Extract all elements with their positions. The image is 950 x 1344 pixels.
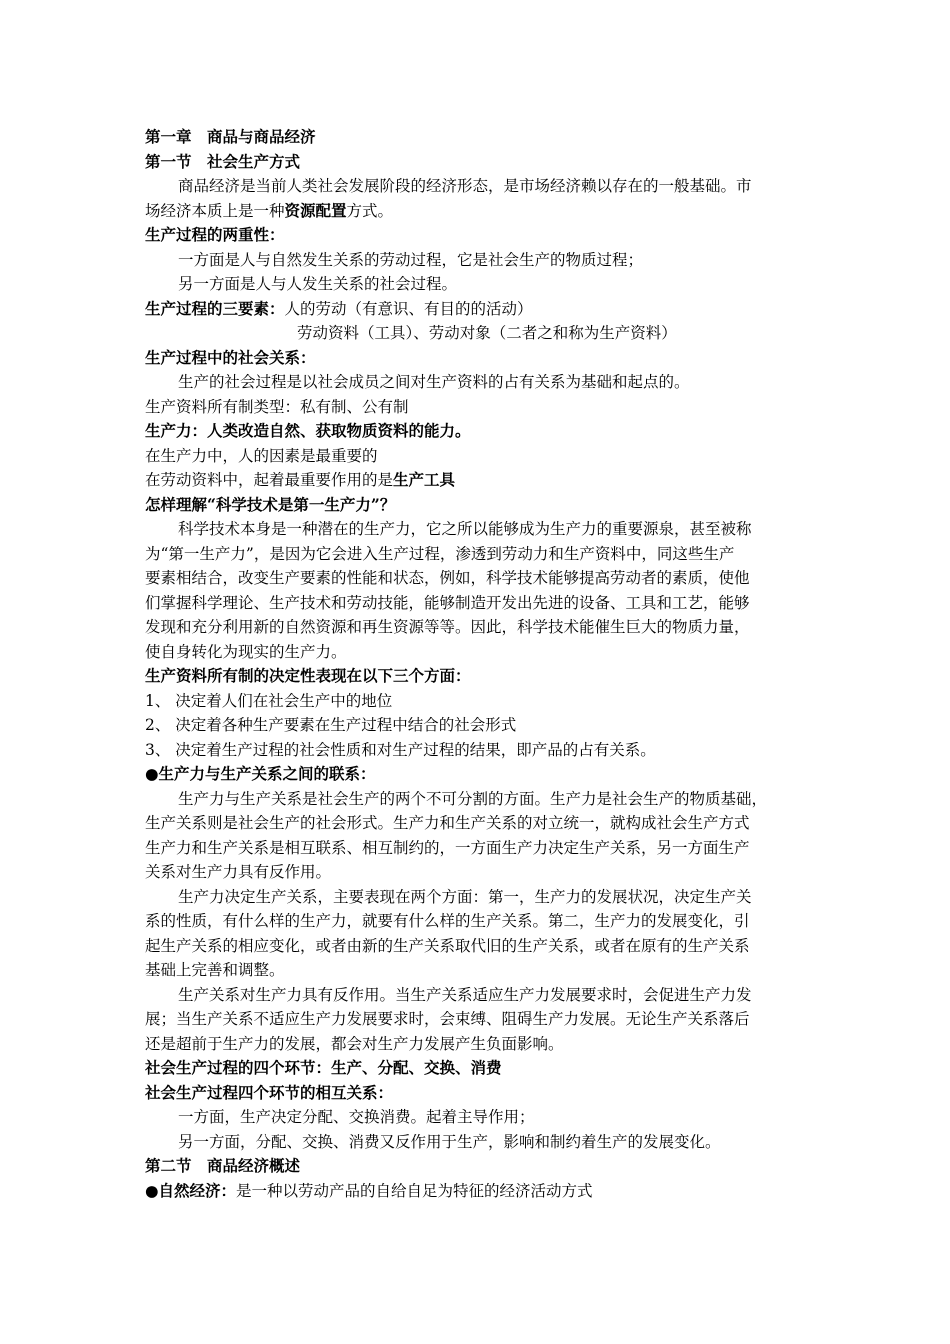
ownership-item: 1、 决定着人们在社会生产中的地位 xyxy=(145,691,393,710)
intro-end: 方式。 xyxy=(346,201,394,220)
section-heading-2: 第二节 商品经济概述 xyxy=(145,1156,301,1175)
intro-line-2 xyxy=(145,199,815,224)
intro-text: 场经济本质上是一种 xyxy=(145,201,285,220)
duality-heading: 生产过程的两重性： xyxy=(145,225,285,244)
science-paragraph xyxy=(145,517,815,664)
four-relation-heading: 社会生产过程四个环节的相互关系： xyxy=(145,1082,394,1102)
natural-economy-line xyxy=(145,1179,815,1204)
chapter-heading: 第一章 商品与商品经济 xyxy=(145,127,316,146)
natural-economy-label: ●自然经济： xyxy=(145,1180,237,1200)
link-p1-line: 生产力和生产关系是相互联系、相互制约的，一方面生产力决定生产关系，另一方面生产 xyxy=(145,838,750,857)
three-elements-2: 劳动资料（工具）、劳动对象（二者之和称为生产资料） xyxy=(297,324,677,342)
productivity-text: 在劳动资料中，起着最重要作用的是 xyxy=(145,471,394,489)
three-elements-heading: 生产过程的三要素： xyxy=(145,298,285,318)
three-elements-1: 人的劳动（有意识、有目的的活动） xyxy=(284,299,533,318)
science-line: 们掌握科学理论、生产技术和劳动技能，能够制造开发出先进的设备、工具和工艺，能够 xyxy=(145,593,750,612)
intro-line-1: 商品经济是当前人类社会发展阶段的经济形态，是市场经济赖以存在的一般基础。市 xyxy=(178,177,752,195)
ownership-item: 3、 决定着生产过程的社会性质和对生产过程的结果，即产品的占有关系。 xyxy=(145,740,656,759)
section-heading-1: 第一节 社会生产方式 xyxy=(145,151,301,171)
link-paragraph-1 xyxy=(145,787,815,885)
four-relation-line-2: 另一方面，分配、交换、消费又反作用于生产，影响和制约着生产的发展变化。 xyxy=(178,1132,721,1151)
three-elements-line xyxy=(145,297,815,322)
intro-keyword: 资源配置 xyxy=(284,200,347,220)
link-paragraph-3 xyxy=(145,983,815,1057)
four-links-heading: 社会生产过程的四个环节：生产、分配、交换、消费 xyxy=(145,1058,502,1077)
science-line: 使自身转化为现实的生产力。 xyxy=(145,642,347,661)
ownership-item: 2、 决定着各种生产要素在生产过程中结合的社会形式 xyxy=(145,716,517,734)
productivity-line-1: 在生产力中，人的因素是最重要的 xyxy=(145,446,378,465)
link-p1-line: 生产关系则是社会生产的社会形式。生产力和生产关系的对立统一，就构成社会生产方式 xyxy=(145,814,750,832)
link-p2-line: 起生产关系的相应变化，或者由新的生产关系取代旧的生产关系，或者在原有的生产关系 xyxy=(145,936,750,955)
natural-economy-text: 是一种以劳动产品的自给自足为特征的经济活动方式 xyxy=(236,1181,593,1200)
link-p3-line: 展；当生产关系不适应生产力发展要求时，会束缚、阻碍生产力发展。无论生产关系落后 xyxy=(145,1010,750,1028)
link-p1-line: 关系对生产力具有反作用。 xyxy=(145,863,332,881)
productivity-line-2 xyxy=(145,468,815,493)
duality-line-1: 一方面是人与自然发生关系的劳动过程，它是社会生产的物质过程； xyxy=(178,250,644,269)
social-relation-line: 生产的社会过程是以社会成员之间对生产资料的占有关系为基础和起点的。 xyxy=(178,373,690,391)
link-p2-line: 基础上完善和调整。 xyxy=(145,961,285,979)
social-relation-heading: 生产过程中的社会关系： xyxy=(145,347,316,367)
link-paragraph-2 xyxy=(145,885,815,983)
science-line: 发现和充分利用新的自然资源和再生资源等等。因此，科学技术能催生巨大的物质力量， xyxy=(145,618,750,636)
ownership-types: 生产资料所有制类型：私有制、公有制 xyxy=(145,397,409,416)
link-p2-line: 生产力决定生产关系，主要表现在两个方面：第一，生产力的发展状况，决定生产关 xyxy=(178,887,752,906)
four-relation-line-1: 一方面，生产决定分配、交换消费。起着主导作用； xyxy=(178,1108,535,1126)
link-heading: ●生产力与生产关系之间的联系： xyxy=(145,764,376,783)
document-body xyxy=(145,125,815,1203)
productivity-heading: 生产力：人类改造自然、获取物质资料的能力。 xyxy=(145,421,471,440)
science-line: 为“第一生产力”，是因为它会进入生产过程，渗透到劳动力和生产资料中，同这些生产 xyxy=(145,544,735,563)
science-line: 科学技术本身是一种潜在的生产力，它之所以能够成为生产力的重要源泉，甚至被称 xyxy=(178,520,752,538)
productivity-keyword: 生产工具 xyxy=(393,470,456,489)
duality-line-2: 另一方面是人与人发生关系的社会过程。 xyxy=(178,275,458,293)
link-p3-line: 生产关系对生产力具有反作用。当生产关系适应生产力发展要求时，会促进生产力发 xyxy=(178,985,752,1004)
link-p3-line: 还是超前于生产力的发展，都会对生产力发展产生负面影响。 xyxy=(145,1034,564,1053)
link-p1-line: 生产力与生产关系是社会生产的两个不可分割的方面。生产力是社会生产的物质基础， xyxy=(178,789,768,808)
science-heading: 怎样理解“科学技术是第一生产力”？ xyxy=(145,494,396,514)
link-p2-line: 系的性质，有什么样的生产力，就要有什么样的生产关系。第二，生产力的发展变化，引 xyxy=(145,912,750,930)
ownership-decisive-heading: 生产资料所有制的决定性表现在以下三个方面： xyxy=(145,666,471,685)
science-line: 要素相结合，改变生产要素的性能和状态，例如，科学技术能够提高劳动者的素质，使他 xyxy=(145,569,750,587)
